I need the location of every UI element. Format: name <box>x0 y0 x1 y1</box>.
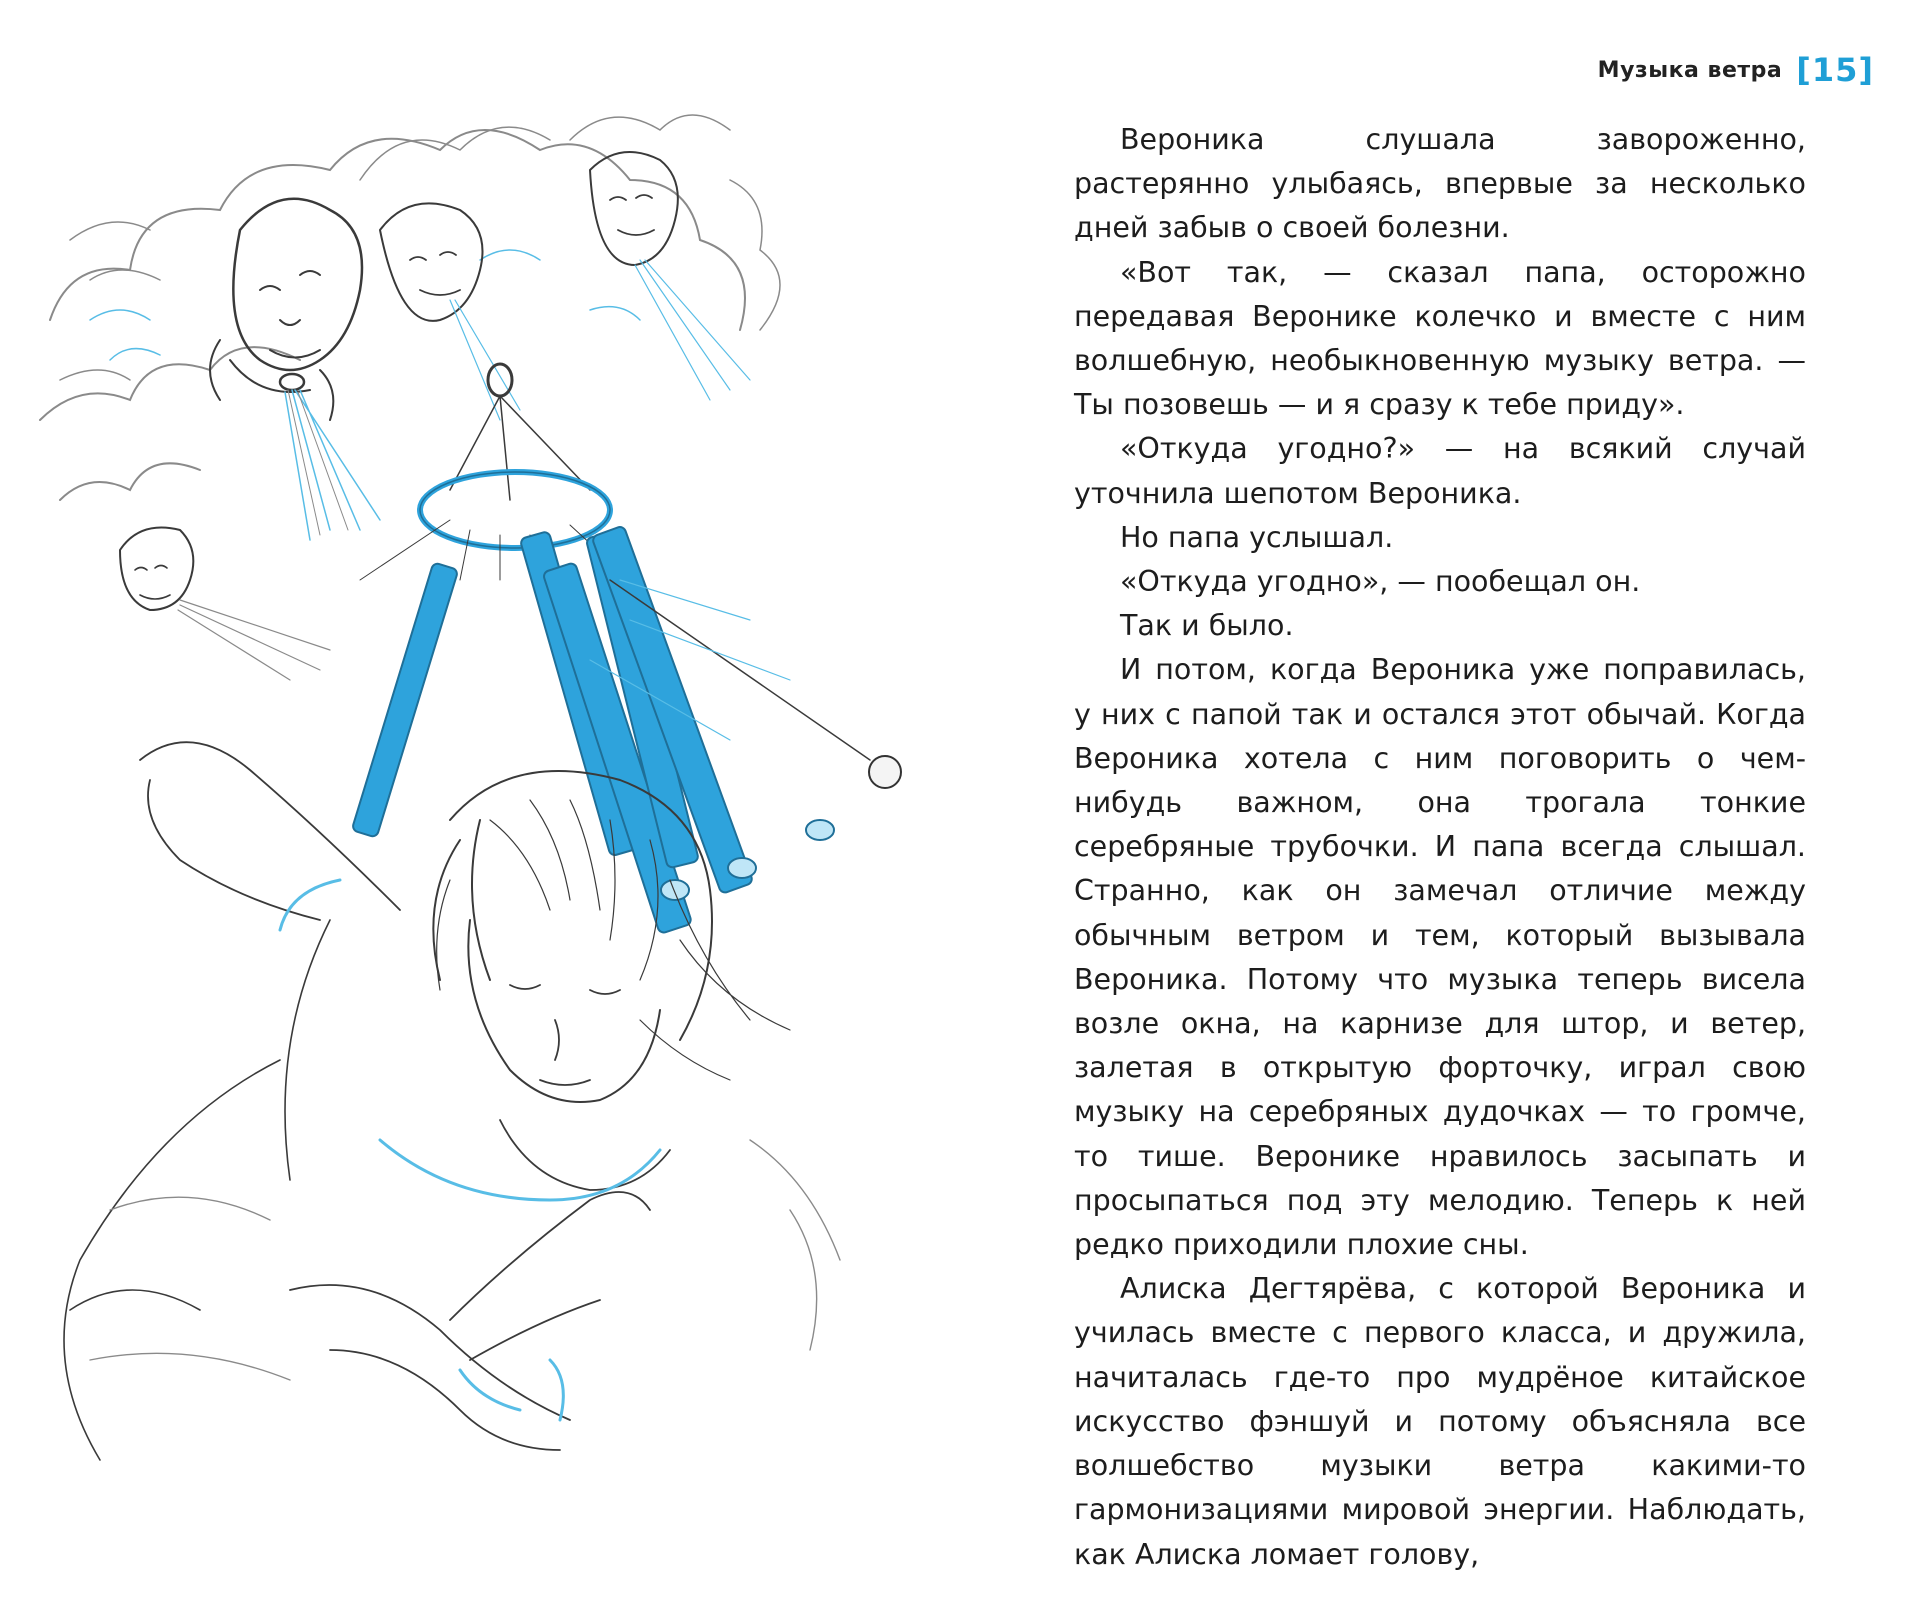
body-text <box>1074 118 1806 1577</box>
paragraph: Алиска Дегтярёва, с которой Вероника и училась вместе с первого класса, и дружила, начиталась где-то про мудрёное китайское искусство фэншуй и потому объясняла все волшебство музыки ветра какими-то гармонизациями мировой энергии. Наблюдать, как Алиска ломает голову, <box>1074 1272 1806 1571</box>
paragraph: Так и было. <box>1120 609 1294 643</box>
paragraph: Вероника слушала завороженно, растерянно улыбаясь, впервые за несколько дней забыв о своей болезни. <box>1074 123 1806 245</box>
wind-face-middle <box>380 203 520 420</box>
paragraph: И потом, когда Вероника уже поправилась, у них с папой так и остался этот обычай. Когда Вероника хотела с ним поговорить о чем-нибудь важном, она трогала тонкие серебряные трубочки. И папа всегда слышал. Странно, как он замечал отличие между обычным ветром и тем, который вызывала Вероника. Потому что музыка теперь висела возле окна, на карнизе для штор, и ветер, залетая в открытую форточку, играл свою музыку на серебряных дудочках — то громче, то тише. Веронике нравилось засыпать и просыпаться под эту мелодию. Теперь к ней редко приходили плохие сны. <box>1074 653 1806 1262</box>
running-head <box>1598 48 1874 92</box>
paragraph: Но папа услышал. <box>1120 520 1394 554</box>
sleeping-girl-wind-chime-drawing <box>30 60 910 1500</box>
page-number: [15] <box>1796 51 1874 89</box>
paragraph: «Откуда угодно?» — на всякий случай уточнила шепотом Вероника. <box>1074 432 1806 510</box>
wind-face-large <box>210 199 362 420</box>
paragraph: «Откуда угодно», — пообещал он. <box>1120 565 1641 599</box>
running-title: Музыка ветра <box>1597 57 1783 83</box>
wind-chime <box>352 364 901 934</box>
clouds <box>40 115 780 500</box>
illustration <box>30 60 910 1500</box>
paragraph: «Вот так, — сказал папа, осторожно передавая Веронике колечко и вместе с ним волшебную, необыкновенную музыку ветра. — Ты позовешь — и я сразу к тебе приду». <box>1074 255 1806 422</box>
wind-face-small <box>120 528 330 681</box>
